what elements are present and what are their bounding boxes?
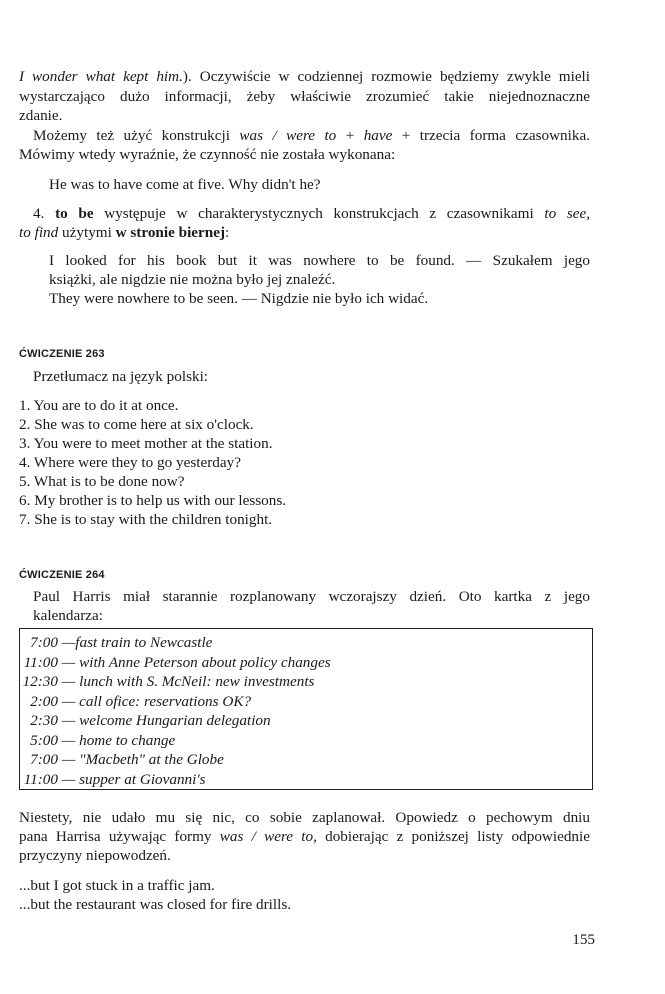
calendar-box: [19, 628, 593, 790]
calendar-entry: 12:30 — lunch with S. McNeil: new investments: [22, 673, 315, 690]
exercise-item: 6. My brother is to help us with our lessons.: [19, 492, 287, 509]
exercise-263-instruction: Przetłumacz na język polski:: [33, 368, 209, 385]
point-4-line-2: to find użytymi w stronie biernej:: [19, 224, 230, 241]
example-2-line-3: They were nowhere to be seen. — Nigdzie nie było ich widać.: [49, 290, 429, 307]
after-line-1: Niestety, nie udało mu się nic, co sobie zaplanował. Opowiedz o pechowym dniu: [19, 809, 590, 826]
exercise-item: 4. Where were they to go yesterday?: [19, 454, 241, 471]
exercise-263-heading: ĆWICZENIE 263: [19, 348, 105, 360]
intro-italic: I wonder what kept him.: [19, 68, 183, 85]
reason-item: ...but I got stuck in a traffic jam.: [19, 877, 215, 894]
intro-line-2: wystarczająco dużo informacji, żeby właściwie zrozumieć takie niejednoznaczne: [19, 88, 590, 105]
after-line-2: pana Harrisa używając formy was / were to, dobierając z poniższej listy odpowiednie: [19, 828, 590, 845]
example-2-line-2: książki, ale nigdzie nie można było jej znaleźć.: [49, 271, 336, 288]
example-1: He was to have come at five. Why didn't he?: [49, 176, 321, 193]
exercise-264-intro-line-2: kalendarza:: [33, 607, 103, 624]
exercise-item: 5. What is to be done now?: [19, 473, 185, 490]
intro-line-1: I wonder what kept him.). Oczywiście w codziennej rozmowie będziemy zwykle mieli: [19, 68, 591, 85]
exercise-264-heading: ĆWICZENIE 264: [19, 569, 105, 581]
exercise-264-intro-line-1: Paul Harris miał starannie rozplanowany wczorajszy dzień. Oto kartka z jego: [33, 588, 590, 605]
exercise-item: 3. You were to meet mother at the station.: [19, 435, 273, 452]
calendar-entry: 11:00 — with Anne Peterson about policy changes: [23, 653, 331, 671]
calendar-entry: 2:00 — call ofice: reservations OK?: [30, 692, 252, 710]
para2-line-2: Mówimy wtedy wyraźnie, że czynność nie została wykonana:: [19, 146, 396, 163]
exercise-item: 2. She was to come here at six o'clock.: [19, 416, 254, 433]
calendar-entry: 11:00 — supper at Giovanni's: [23, 770, 206, 788]
reason-item: ...but the restaurant was closed for fire drills.: [19, 896, 292, 913]
page-number: 155: [572, 931, 595, 948]
calendar-entry: 2:30 — welcome Hungarian delegation: [30, 712, 271, 729]
intro-line-3: zdanie.: [19, 107, 63, 124]
example-2-line-1: I looked for his book but it was nowhere to be found. — Szukałem jego: [49, 252, 590, 269]
calendar-entry: 7:00 — "Macbeth" at the Globe: [30, 751, 224, 768]
exercise-item: 7. She is to stay with the children tonight.: [19, 511, 273, 528]
point-4-line-1: 4. to be występuje w charakterystycznych konstrukcjach z czasownikami to see,: [33, 205, 591, 222]
para2-line-1: Możemy też użyć konstrukcji was / were to + have + trzecia forma czasownika.: [33, 127, 590, 144]
calendar-entry: 7:00 —fast train to Newcastle: [30, 634, 213, 651]
after-line-3: przyczyny niepowodzeń.: [19, 847, 171, 864]
calendar-entry: 5:00 — home to change: [30, 731, 176, 749]
exercise-item: 1. You are to do it at once.: [19, 397, 179, 414]
